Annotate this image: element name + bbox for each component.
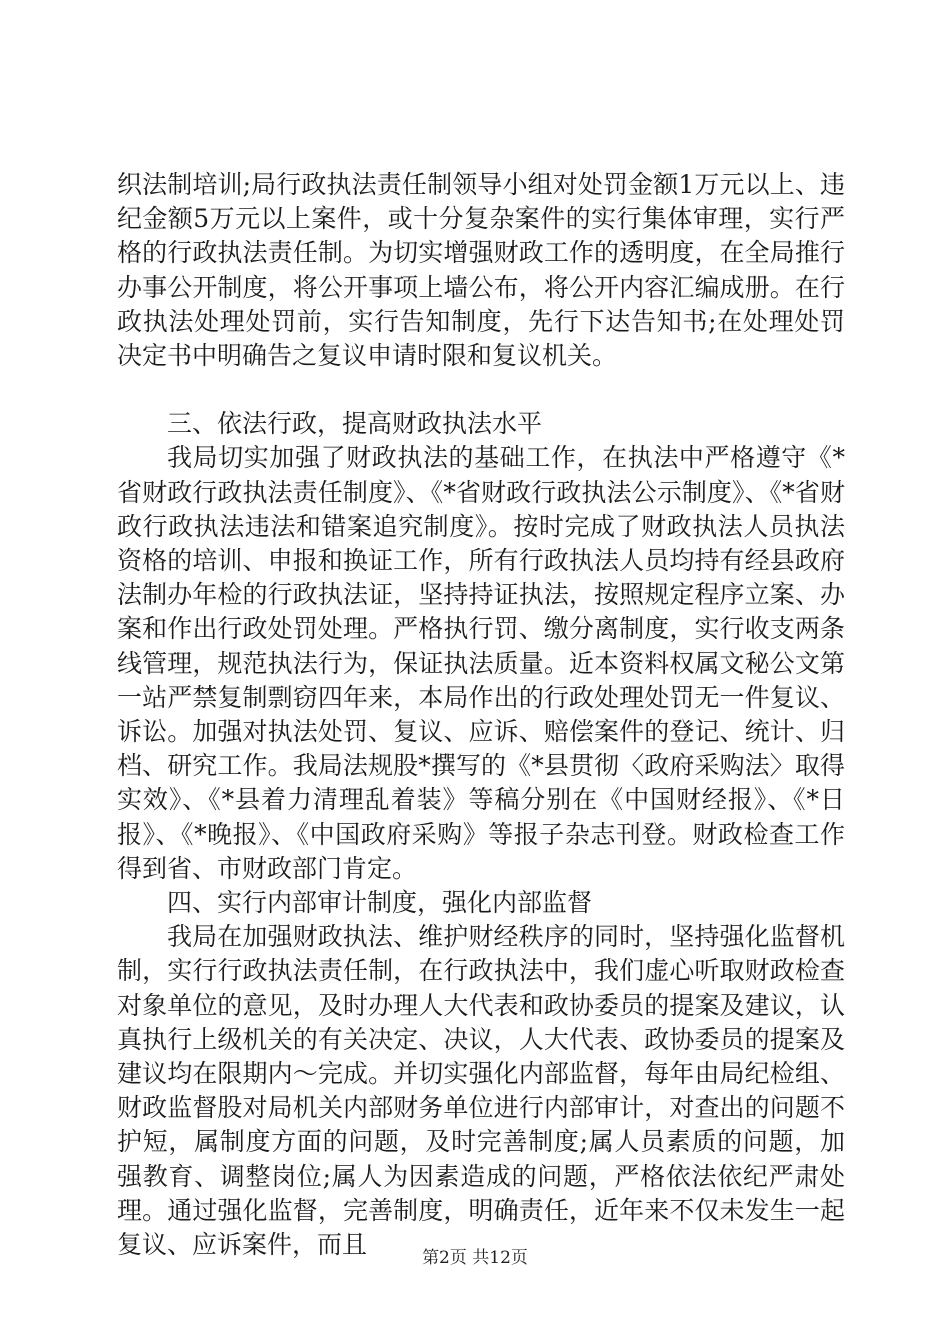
section-heading-4: 四、实行内部审计制度，强化内部监督: [167, 888, 593, 918]
page-number-footer: 第2页 共12页: [422, 1248, 528, 1268]
document-body: [117, 168, 845, 1262]
paragraph-continuation: 织法制培训;局行政执法责任制领导小组对处罚金额1万元以上、违纪金额5万元以上案件，或十分复杂案件的实行集体审理，实行严格的行政执法责任制。为切实增强财政工作的透明度，在全局推行办事公开制度，将公开事项上墙公布，将公开内容汇编成册。在行政执法处理处罚前，实行告知制度，先行下达告知书;在处理处罚决定书中明确告之复议申请时限和复议机关。: [117, 170, 845, 371]
paragraph-section-4: 我局在加强财政执法、维护财经秩序的同时，坚持强化监督机制，实行行政执法责任制，在行政执法中，我们虚心听取财政检查对象单位的意见，及时办理人大代表和政协委员的提案及建议，认真执行上级机关的有关决定、决议，人大代表、政协委员的提案及建议均在限期内～完成。并切实强化内部监督，每年由局纪检组、财政监督股对局机关内部财务单位进行内部审计，对查出的问题不护短，属制度方面的问题，及时完善制度;属人员素质的问题，加强教育、调整岗位;属人为因素造成的问题，严格依法依纪严肃处理。通过强化监督，完善制度，明确责任，近年来不仅未发生一起复议、应诉案件，而且: [117, 922, 845, 1260]
paragraph-section-3: 我局切实加强了财政执法的基础工作，在执法中严格遵守《*省财政行政执法责任制度》、《*省财政行政执法公示制度》、《*省财政行政执法违法和错案追究制度》。按时完成了财政执法人员执法资格的培训、申报和换证工作，所有行政执法人员均持有经县政府法制办年检的行政执法证，坚持持证执法，按照规定程序立案、办案和作出行政处罚处理。严格执行罚、缴分离制度，实行收支两条线管理，规范执法行为，保证执法质量。近本资料权属文秘公文第一站严禁复制剽窃四年来，本局作出的行政处理处罚无一件复议、诉讼。加强对执法处罚、复议、应诉、赔偿案件的登记、统计、归档、研究工作。我局法规股*撰写的《*县贯彻〈政府采购法〉取得实效》、《*县着力清理乱着装》等稿分别在《中国财经报》、《*日报》、《*晚报》、《中国政府采购》等报子杂志刊登。财政检查工作得到省、市财政部门肯定。: [117, 443, 845, 883]
section-heading-3: 三、依法行政，提高财政执法水平: [167, 409, 543, 439]
